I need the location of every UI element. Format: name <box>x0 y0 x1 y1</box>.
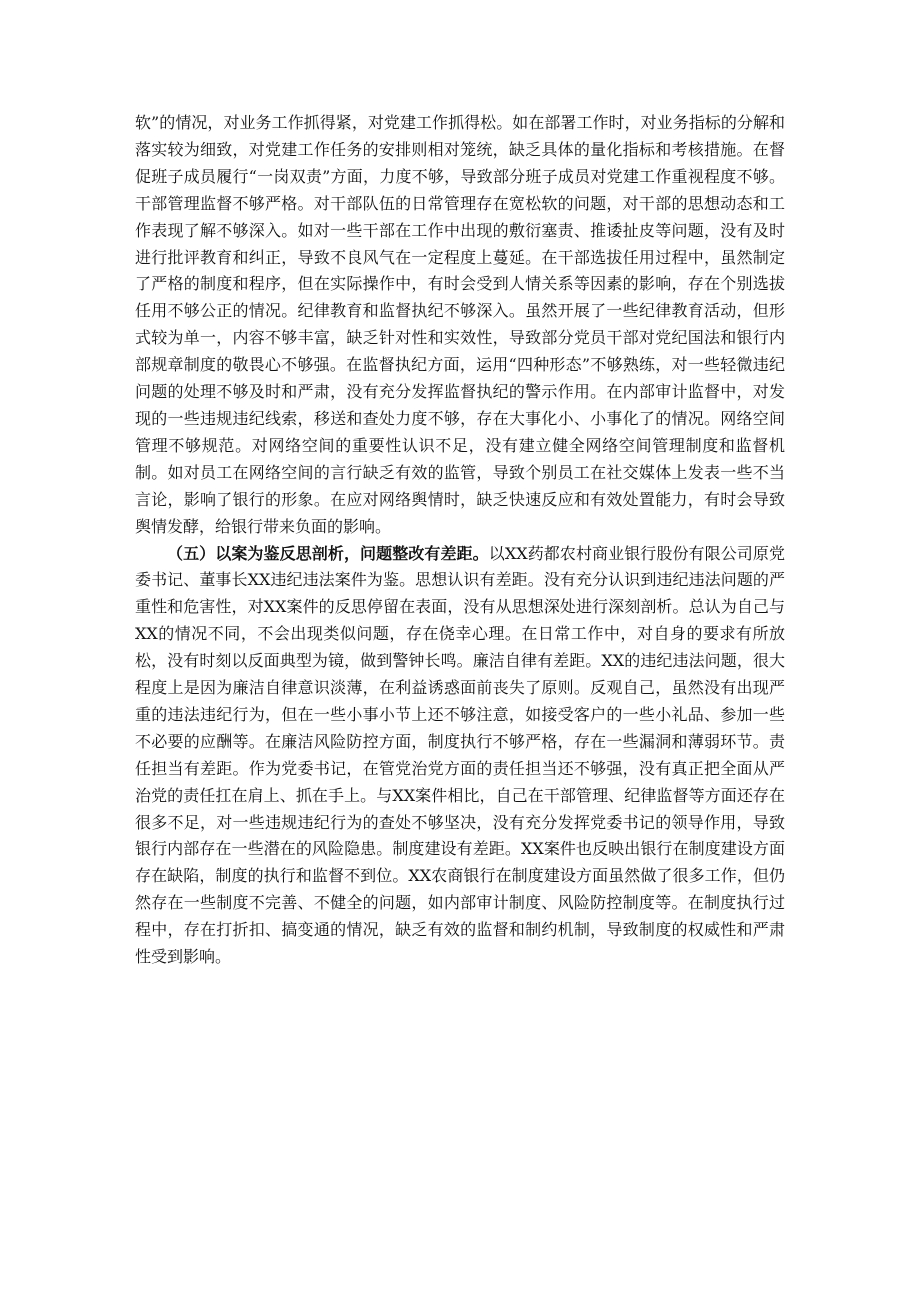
paragraph-section-5 <box>135 541 785 972</box>
document-page <box>135 110 785 971</box>
section-5-body: 以XX药都农村商业银行股份有限公司原党委书记、董事长XX违纪违法案件为鉴。思想认识有差距。没有充分认识到违纪违法问题的严重性和危害性，对XX案件的反思停留在表面，没有从思想深处进行深刻剖析。总认为自己与XX的情况不同，不会出现类似问题，存在侥幸心理。在日常工作中，对自身的要求有所放松，没有时刻以反面典型为镜，做到警钟长鸣。廉洁自律有差距。XX的违纪违法问题，很大程度上是因为廉洁自律意识淡薄，在利益诱惑面前丧失了原则。反观自己，虽然没有出现严重的违法违纪行为，但在一些小事小节上还不够注意，如接受客户的一些小礼品、参加一些不必要的应酬等。在廉洁风险防控方面，制度执行不够严格，存在一些漏洞和薄弱环节。责任担当有差距。作为党委书记，在管党治党方面的责任担当还不够强，没有真正把全面从严治党的责任扛在肩上、抓在手上。与XX案件相比，自己在干部管理、纪律监督等方面还存在很多不足，对一些违规违纪行为的查处不够坚决，没有充分发挥党委书记的领导作用，导致银行内部存在一些潜在的风险隐患。制度建设有差距。XX案件也反映出银行在制度建设方面存在缺陷，制度的执行和监督不到位。XX农商银行在制度建设方面虽然做了很多工作，但仍然存在一些制度不完善、不健全的问题，如内部审计制度、风险防控制度等。在制度执行过程中，存在打折扣、搞变通的情况，缺乏有效的监督和制约机制，导致制度的权威性和严肃性受到影响。 <box>135 543 785 967</box>
section-5-heading: （五）以案为鉴反思剖析，问题整改有差距。 <box>167 543 489 563</box>
paragraph-continuation: 软”的情况，对业务工作抓得紧，对党建工作抓得松。如在部署工作时，对业务指标的分解和落实较为细致，对党建工作任务的安排则相对笼统，缺乏具体的量化指标和考核措施。在督促班子成员履行“一岗双责”方面，力度不够，导致部分班子成员对党建工作重视程度不够。干部管理监督不够严格。对干部队伍的日常管理存在宽松软的问题，对干部的思想动态和工作表现了解不够深入。如对一些干部在工作中出现的敷衍塞责、推诿扯皮等问题，没有及时进行批评教育和纠正，导致不良风气在一定程度上蔓延。在干部选拔任用过程中，虽然制定了严格的制度和程序，但在实际操作中，有时会受到人情关系等因素的影响，存在个别选拔任用不够公正的情况。纪律教育和监督执纪不够深入。虽然开展了一些纪律教育活动，但形式较为单一，内容不够丰富，缺乏针对性和实效性，导致部分党员干部对党纪国法和银行内部规章制度的敬畏心不够强。在监督执纪方面，运用“四种形态”不够熟练，对一些轻微违纪问题的处理不够及时和严肃，没有充分发挥监督执纪的警示作用。在内部审计监督中，对发现的一些违规违纪线索，移送和查处力度不够，存在大事化小、小事化了的情况。网络空间管理不够规范。对网络空间的重要性认识不足，没有建立健全网络空间管理制度和监督机制。如对员工在网络空间的言行缺乏有效的监管，导致个别员工在社交媒体上发表一些不当言论，影响了银行的形象。在应对网络舆情时，缺乏快速反应和有效处置能力，有时会导致舆情发酵，给银行带来负面的影响。 <box>135 113 785 536</box>
